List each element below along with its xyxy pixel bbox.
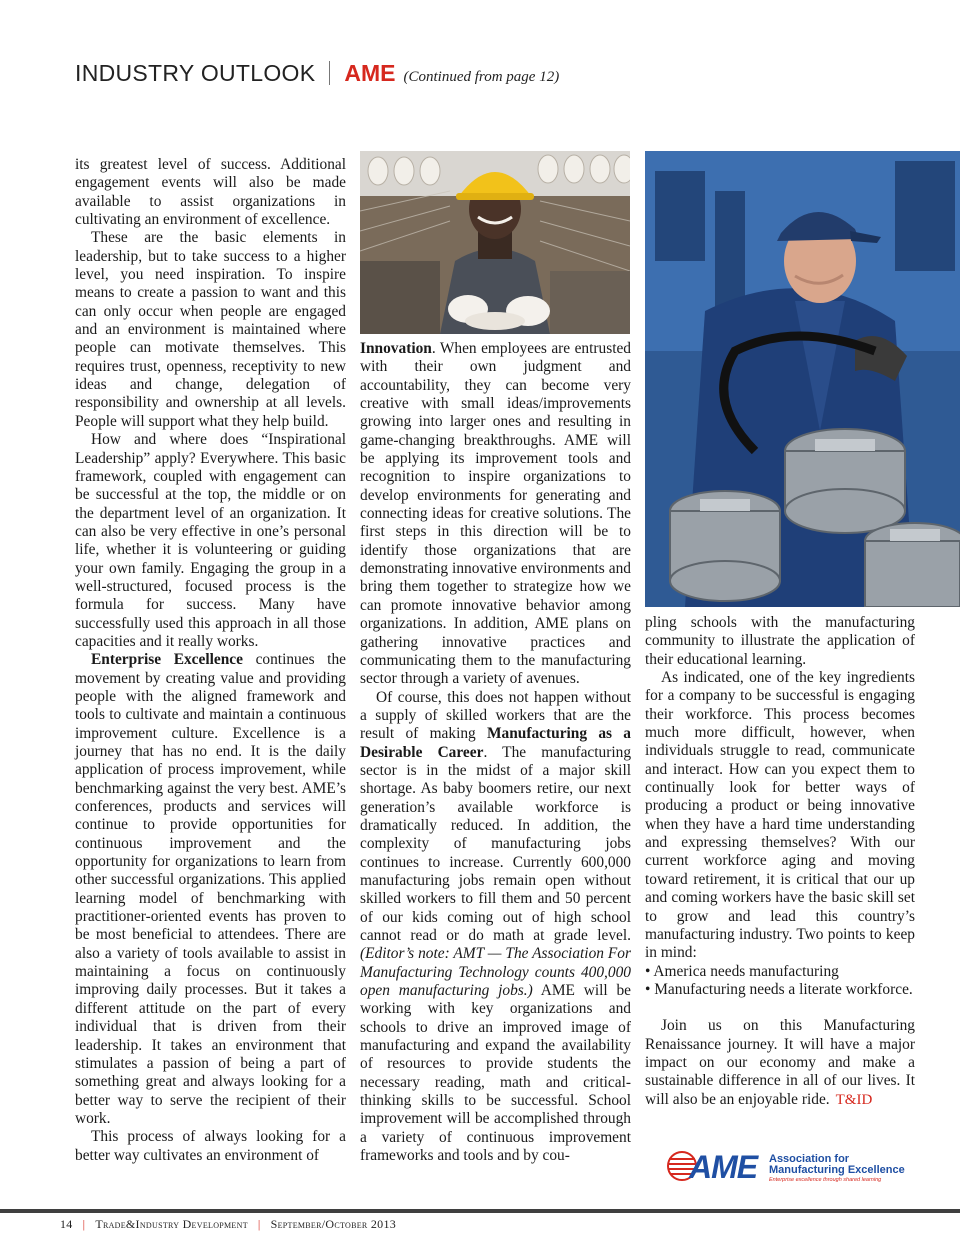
paragraph: [75, 651, 346, 1128]
paragraph: [360, 340, 631, 689]
paragraph-text: . The manufacturing sector is in the midst of a major skill shortage. As baby boomers retire, our next generation’s available workforce is dramatically reduced. In addition, the complexity of manufacturing jobs continues to increase. Currently 600,000 manufacturing jobs remain open without skilled workers to fill them and 50 percent of our kids coming out of high school cannot read or do math at grade level.: [360, 743, 632, 944]
worker-photo-illustration: [360, 151, 630, 334]
subhead-desirable-career: Manufacturing as a Desirable Career: [360, 725, 631, 761]
section-title: INDUSTRY OUTLOOK: [75, 60, 316, 86]
end-mark: T&ID: [835, 1091, 873, 1108]
bullet-list: [645, 963, 915, 1000]
continued-note: (Continued from page 12): [403, 69, 560, 85]
paragraph: How and where does “Inspirational Leadership” apply? Everywhere. This basic framework, coupled with engagement can be successful at the top, the middle or on the department level of an organization. It can also be very effective in one’s personal life, whether it is volunteering or guiding your own family. Engaging the group in a well-structured, focused process is the formula for success. Many have successfully used this approach in all those capacities and it really works.: [75, 431, 346, 650]
org-name: AME: [344, 60, 396, 86]
paragraph: pling schools with the manufacturing community to illustrate the application of their educational learning.: [645, 614, 915, 668]
logo-letters: AME: [689, 1149, 758, 1184]
worker-photo-machinist: [645, 151, 960, 607]
page-number: 14: [60, 1217, 73, 1231]
spacer: [645, 999, 915, 1017]
ame-logo-graphic: [665, 1148, 905, 1184]
subhead-enterprise-excellence: Enterprise Excellence: [91, 651, 243, 669]
footer-separator: |: [257, 1217, 261, 1231]
ame-logo: [665, 1148, 905, 1184]
footer-rule: [0, 1209, 960, 1213]
logo-line-1: Association for: [769, 1153, 850, 1165]
logo-tagline: Enterprise excellence through shared learning: [769, 1177, 882, 1183]
issue-date: September/October 2013: [270, 1217, 397, 1231]
paragraph-text: continues the movement by creating value and providing people with the aligned framework and tools to cultivate and maintain a continuous improvement culture. Excellence is a journey that has no end. It is the daily application of process improvement, while benchmarking against the very best. AME’s conferences, products and services will continue to provide opportunities for continuous improvement and the opportunity for organizations to learn from other successful organizations. This applied learning model of benchmarking with practitioner-oriented events has proven to be most beneficial to attendees. There are also a variety of tools available to assist in maintaining a focus on continuously improving daily processes. But it takes a different attitude on the part of every individual that is driven from their leadership. It takes an environment that stimulates a passion of being a part of something great and always looking for a better way to serve the recipient of their work.: [75, 651, 346, 1127]
subhead-innovation: Innovation: [360, 340, 432, 357]
paragraph: [645, 1017, 915, 1109]
article-column-3: [645, 614, 915, 1109]
publication-name: Trade&Industry Development: [95, 1217, 248, 1231]
paragraph-text: Of course, this does not happen without a supply of skilled workers that are the result of making: [360, 688, 631, 743]
page-header: [75, 60, 559, 94]
paragraph-text: AME will be working with key organizations and schools to drive an improved image of manufacturing and expand the availability of resources to provide students the necessary reading, math and critical-thinking skills to be successful. School improvement will be accomplished through a variety of continuous improvement frameworks and tools and by cou-: [360, 982, 631, 1165]
header-divider: [329, 61, 330, 85]
list-item: • Manufacturing needs a literate workforce.: [645, 980, 913, 998]
article-column-1: [75, 156, 346, 1165]
paragraph: its greatest level of success. Additional engagement events will also be made available to assist organizations in cultivating an environment of excellence.: [75, 156, 346, 229]
paragraph: This process of always looking for a better way cultivates an environment of: [75, 1128, 346, 1164]
article-column-2: [360, 340, 631, 1165]
paragraph-text: . When employees are entrusted with their own judgment and accountability, they can become very creative with small ideas/improvements growing into larger ones and resulting in game-changing breakthroughs. AME will be applying its improvement tools and recognition to inspire organizations to develop environments for generating and connecting ideas for creative solutions. The first steps in this direction will be to identify those organizations that are demonstrating innovative environments and bring them together to strategize how we can promote innovative behavior among organizations. In addition, AME plans on gathering innovative practices and communicating them to the manufacturing sector through a variety of avenues.: [360, 340, 631, 688]
paragraph: [360, 689, 631, 1166]
worker-photo-textile: [360, 151, 630, 334]
paragraph-text: Join us on this Manufacturing Renaissance journey. It will have a major impact on our economy and make a sustainable difference in all of our lives. It will also be an enjoyable ride.: [645, 1017, 915, 1108]
paragraph: These are the basic elements in leadership, but to take success to a higher level, you need inspiration. To inspire means to create a passion to want and this can only occur when people are engaged and an environment is maintained where people can motivate themselves. This requires trust, openness, receptivity to new ideas and change, delegation of responsibility and ownership at all levels. People will support what they help build.: [75, 229, 346, 430]
logo-line-2: Manufacturing Excellence: [769, 1164, 905, 1176]
page-footer: [0, 1205, 960, 1245]
editors-note: (Editor’s note: AMT — The Association For Manufacturing Technology counts 400,000 open manufacturing jobs.): [360, 945, 631, 1000]
footer-line: [60, 1217, 396, 1232]
footer-separator: |: [82, 1217, 86, 1231]
list-item: • America needs manufacturing: [645, 962, 839, 980]
machinist-photo-illustration: [645, 151, 960, 607]
paragraph: As indicated, one of the key ingredients for a company to be successful is engaging their workforce. This process becomes much more difficult, however, when individuals struggle to read, communicate and interact. How can you expect them to continually look for better ways of producing a product or being innovative when they have a hard time understanding and expressing themselves? With our current workforce aging and moving toward retirement, it is critical that our up and coming workers have the basic skill set to grow and lead this country’s manufacturing industry. Two points to keep in mind:: [645, 669, 915, 962]
